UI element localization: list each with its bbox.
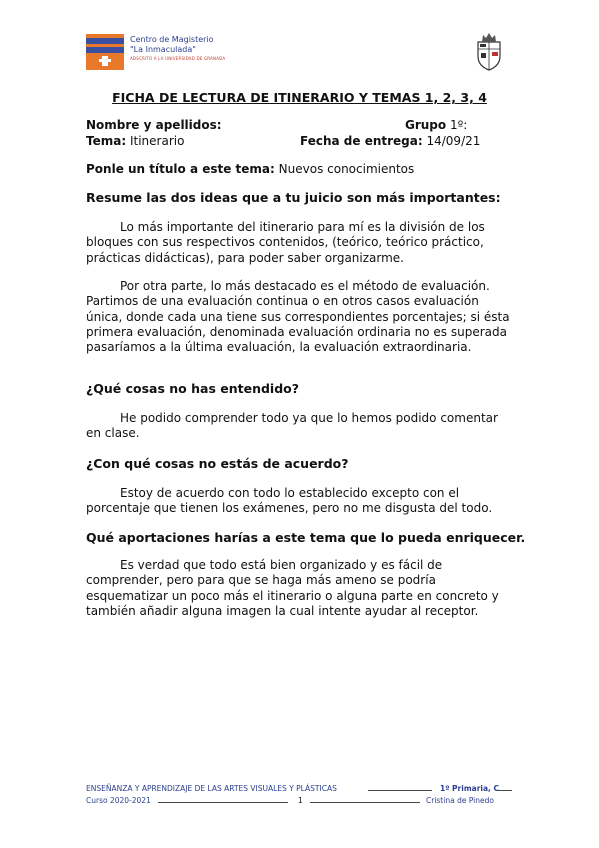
footer-course-group: 1º Primaria, C [440, 784, 499, 793]
group-field [405, 118, 467, 132]
page-header [86, 32, 526, 76]
title-prompt-value: Nuevos conocimientos [278, 162, 415, 176]
answer-paragraph: Es verdad que todo está bien organizado y es fácil de comprender, pero para que se haga más ameno se podría esquematizar un poco más el itinerario o alguna parte en concreto y también añadir alguna imagen la cual intente ayudar al receptor. [86, 558, 499, 618]
topic-value: Itinerario [129, 134, 185, 148]
institution-logo [86, 34, 124, 70]
footer-rule [368, 790, 432, 791]
question-disagreements: ¿Con qué cosas no estás de acuerdo? [86, 456, 349, 471]
footer-rule [310, 802, 420, 803]
date-value: 14/09/21 [426, 134, 481, 148]
footer-campus: Cristina de Pinedo [426, 796, 494, 805]
group-value: 1º: [449, 118, 468, 132]
footer-year: Curso 2020-2021 [86, 796, 151, 805]
university-seal-icon [472, 32, 506, 72]
page-number: 1 [298, 796, 303, 805]
footer-rule [498, 790, 512, 791]
topic-label: Tema: [86, 134, 127, 148]
institution-line-3: ADSCRITO A LA UNIVERSIDAD DE GRANADA [130, 56, 226, 61]
title-prompt-label: Ponle un título a este tema: [86, 162, 275, 176]
question-not-understood: ¿Qué cosas no has entendido? [86, 381, 299, 396]
answer-paragraph: Por otra parte, lo más destacado es el método de evaluación. Partimos de una evaluación continua o en otros casos evaluación única, donde cada una tiene sus correspondientes porcentajes; si ésta primera evaluación, denominada evaluación ordinaria no es superada pasaríamos a la última evaluación, la evaluación extraordinaria. [86, 279, 510, 355]
topic-field [86, 134, 184, 148]
date-label: Fecha de entrega: [300, 134, 423, 148]
document-title: FICHA DE LECTURA DE ITINERARIO Y TEMAS 1, 2, 3, 4 [112, 90, 487, 105]
group-label: Grupo [405, 118, 447, 132]
question-important-ideas: Resume las dos ideas que a tu juicio son más importantes: [86, 190, 501, 205]
answer-paragraph: Lo más importante del itinerario para mí es la división de los bloques con sus respectivos contenidos, (teórico, teórico práctico, prácticas didácticas), para poder saber organizarme. [86, 220, 485, 265]
institution-name [130, 35, 225, 63]
title-prompt [86, 162, 414, 176]
footer-rule [158, 802, 288, 803]
question-contributions: Qué aportaciones harías a este tema que lo pueda enriquecer. [86, 530, 526, 545]
footer-line-1 [86, 784, 512, 796]
footer-line-2 [86, 796, 512, 808]
institution-line-1: Centro de Magisterio [130, 35, 214, 44]
footer-subject: ENSEÑANZA Y APRENDIZAJE DE LAS ARTES VISUALES Y PLÁSTICAS [86, 784, 337, 793]
answer-paragraph: He podido comprender todo ya que lo hemos podido comentar en clase. [86, 411, 498, 441]
institution-line-2: "La Inmaculada" [130, 45, 196, 54]
name-label: Nombre y apellidos: [86, 118, 222, 132]
answer-paragraph: Estoy de acuerdo con todo lo establecido excepto con el porcentaje que tienen los exámenes, pero no me disgusta del todo. [86, 486, 493, 516]
date-field [300, 134, 480, 148]
